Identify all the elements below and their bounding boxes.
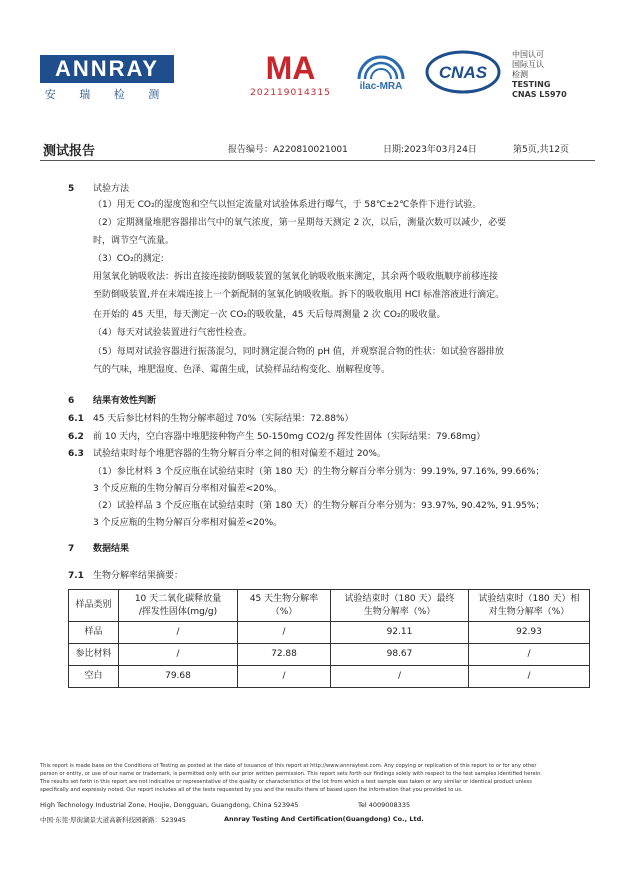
cert-line: 中国认可	[512, 50, 544, 59]
report-title: 测试报告	[43, 144, 96, 159]
section6-heading: 结果有效性判断	[93, 396, 157, 406]
footer-address-en: High Technology Industrial Zone, Houjie, Dongguan, Guangdong, China 523945	[40, 801, 299, 809]
item-text: 试验结束时每个堆肥容器的生物分解百分率之间的相对偏差不超过 20%。	[93, 449, 386, 459]
body-line: 3 个反应瓶的生物分解百分率相对偏差<20%。	[93, 484, 283, 494]
footer-address-cn: 中国·东莞·厚街湖景大道高新科技园新路：523945	[40, 816, 186, 824]
page-number: 第5页,共12页	[513, 145, 570, 155]
section7-sub-heading: 生物分解率结果摘要：	[93, 571, 184, 581]
annray-logo: ANNRAY	[40, 55, 174, 83]
item-text: 前 10 天内，空白容器中堆肥接种物产生 50-150mg CO2/g 挥发性固体（实际结果：79.68mg）	[93, 432, 486, 442]
table-cell: 92.93	[469, 622, 590, 644]
section7-number: 7	[68, 544, 75, 554]
table-header-cell: 试验结束时（180 天）相 对生物分解率（%）	[469, 590, 590, 622]
table-cell: 参比材料	[69, 644, 119, 666]
body-line: （2）定期测量堆肥容器排出气中的氧气浓度，第一星期每天测定 2 次，以后，测量次数可以减少，必要	[93, 218, 507, 228]
cma-mark	[248, 48, 333, 98]
disclaimer-line: specifically and expressly noted. Our report includes all of the tests requested by you and the results there of based upon the information that you provided to us.	[40, 787, 463, 793]
body-line: （2）试验样品 3 个反应瓶在试验结束时（第 180 天）的生物分解百分率分别为：93.97%, 90.42%, 91.95%；	[93, 501, 545, 511]
cnas-label: CNAS	[438, 63, 488, 82]
table-header-row	[69, 590, 590, 622]
table-row	[69, 666, 590, 688]
item-number: 6.1	[68, 414, 84, 424]
table-cell: 样品	[69, 622, 119, 644]
annray-logo-subtitle: 安 瑞 检 测	[44, 88, 170, 101]
cert-line: CNAS L5970	[512, 90, 567, 99]
cert-line: TESTING	[512, 80, 551, 89]
body-line: （1）参比材料 3 个反应瓶在试验结束时（第 180 天）的生物分解百分率分别为：99.19%, 97.16%, 99.66%；	[93, 467, 545, 477]
disclaimer-line: This report is made base on the Conditions of Testing as posted at the date of issuance of this report at http://www.annraytest.com. Any copying or replication of this report to or for any other	[40, 763, 537, 769]
body-line: 3 个反应瓶的生物分解百分率相对偏差<20%。	[93, 518, 283, 528]
section5-heading: 试验方法	[93, 184, 130, 194]
section6-number: 6	[68, 396, 75, 406]
table-row	[69, 644, 590, 666]
table-cell: 92.11	[331, 622, 469, 644]
table-cell: 98.67	[331, 644, 469, 666]
table-cell: /	[119, 644, 238, 666]
table-cell: 空白	[69, 666, 119, 688]
body-line: 至防倒吸装置,并在末端连接上一个新配制的氢氧化钠吸收瓶。拆下的吸收瓶用 HCl 标准溶液进行滴定。	[93, 290, 505, 300]
body-line: 用氢氧化钠吸收法：拆出直接连接防倒吸装置的氢氧化钠吸收瓶来测定，其余两个吸收瓶顺序前移连接	[93, 272, 499, 282]
item-text: 45 天后参比材料的生物分解率超过 70%（实际结果：72.88%）	[93, 414, 354, 424]
table-header-cell: 45 天生物分解率 （%）	[238, 590, 331, 622]
body-line: （3）CO₂的测定:	[93, 254, 164, 264]
table-cell: /	[119, 622, 238, 644]
table-cell: 72.88	[238, 644, 331, 666]
body-line: （1）用无 CO₂的湿度饱和空气以恒定流量对试验体系进行曝气，于 58℃±2℃条件下进行试验。	[93, 200, 482, 210]
ilac-mra-logo	[349, 49, 413, 99]
ilac-mra-label: ilac-MRA	[359, 81, 403, 92]
cert-line: 国际互认	[512, 60, 544, 69]
cma-mark-text: MA	[265, 50, 316, 86]
disclaimer-line: The results set forth in this report are not indicative or representative of the quality or characteristics of the lot from which a test sample was taken or any similar or identical product unless	[40, 779, 532, 785]
table-cell: /	[238, 622, 331, 644]
report-number: 报告编号：A220810021001	[228, 145, 348, 155]
report-date: 日期:2023年03月24日	[383, 145, 477, 155]
table-header-cell: 10 天二氧化碳释放量 /挥发性固体(mg/g)	[119, 590, 238, 622]
header-divider	[40, 160, 595, 161]
cma-number: 202119014315	[250, 88, 331, 98]
results-table	[68, 589, 590, 688]
section7-sub-number: 7.1	[68, 571, 84, 581]
item-number: 6.3	[68, 449, 84, 459]
body-line: 时，调节空气流量。	[93, 236, 175, 246]
certification-text	[512, 50, 567, 100]
footer-company: Annray Testing And Certification(Guangdong) Co., Ltd.	[224, 815, 424, 823]
table-header-cell: 试验结束时（180 天）最终 生物分解率（%）	[331, 590, 469, 622]
body-line: （4）每天对试验装置进行气密性检查。	[93, 328, 252, 338]
cnas-logo	[425, 50, 501, 94]
item-number: 6.2	[68, 432, 84, 442]
table-cell: /	[469, 666, 590, 688]
body-line: 在开始的 45 天里，每天测定一次 CO₂的吸收量，45 天后每周测量 2 次 CO₂的吸收量。	[93, 310, 446, 320]
table-cell: /	[238, 666, 331, 688]
body-line: 气的气味，堆肥湿度、色泽、霉菌生成，试验样品结构变化、崩解程度等。	[93, 365, 391, 375]
body-line: （5）每周对试验容器进行振荡混匀，同时测定混合物的 pH 值，并观察混合物的性状：如试验容器排放	[93, 347, 504, 357]
cert-line: 检测	[512, 70, 528, 79]
table-cell: 79.68	[119, 666, 238, 688]
table-row	[69, 622, 590, 644]
disclaimer-line: person or entity, or use of our name or trademark, is permitted only with our prior written permission. This report sets forth our findings solely with respect to the test samples identified herein.	[40, 771, 543, 777]
table-cell: /	[331, 666, 469, 688]
section7-heading: 数据结果	[93, 544, 130, 554]
table-cell: /	[469, 644, 590, 666]
footer-tel: Tel 4009008335	[358, 801, 411, 809]
table-header-cell: 样品类别	[69, 590, 119, 622]
section5-number: 5	[68, 184, 75, 194]
